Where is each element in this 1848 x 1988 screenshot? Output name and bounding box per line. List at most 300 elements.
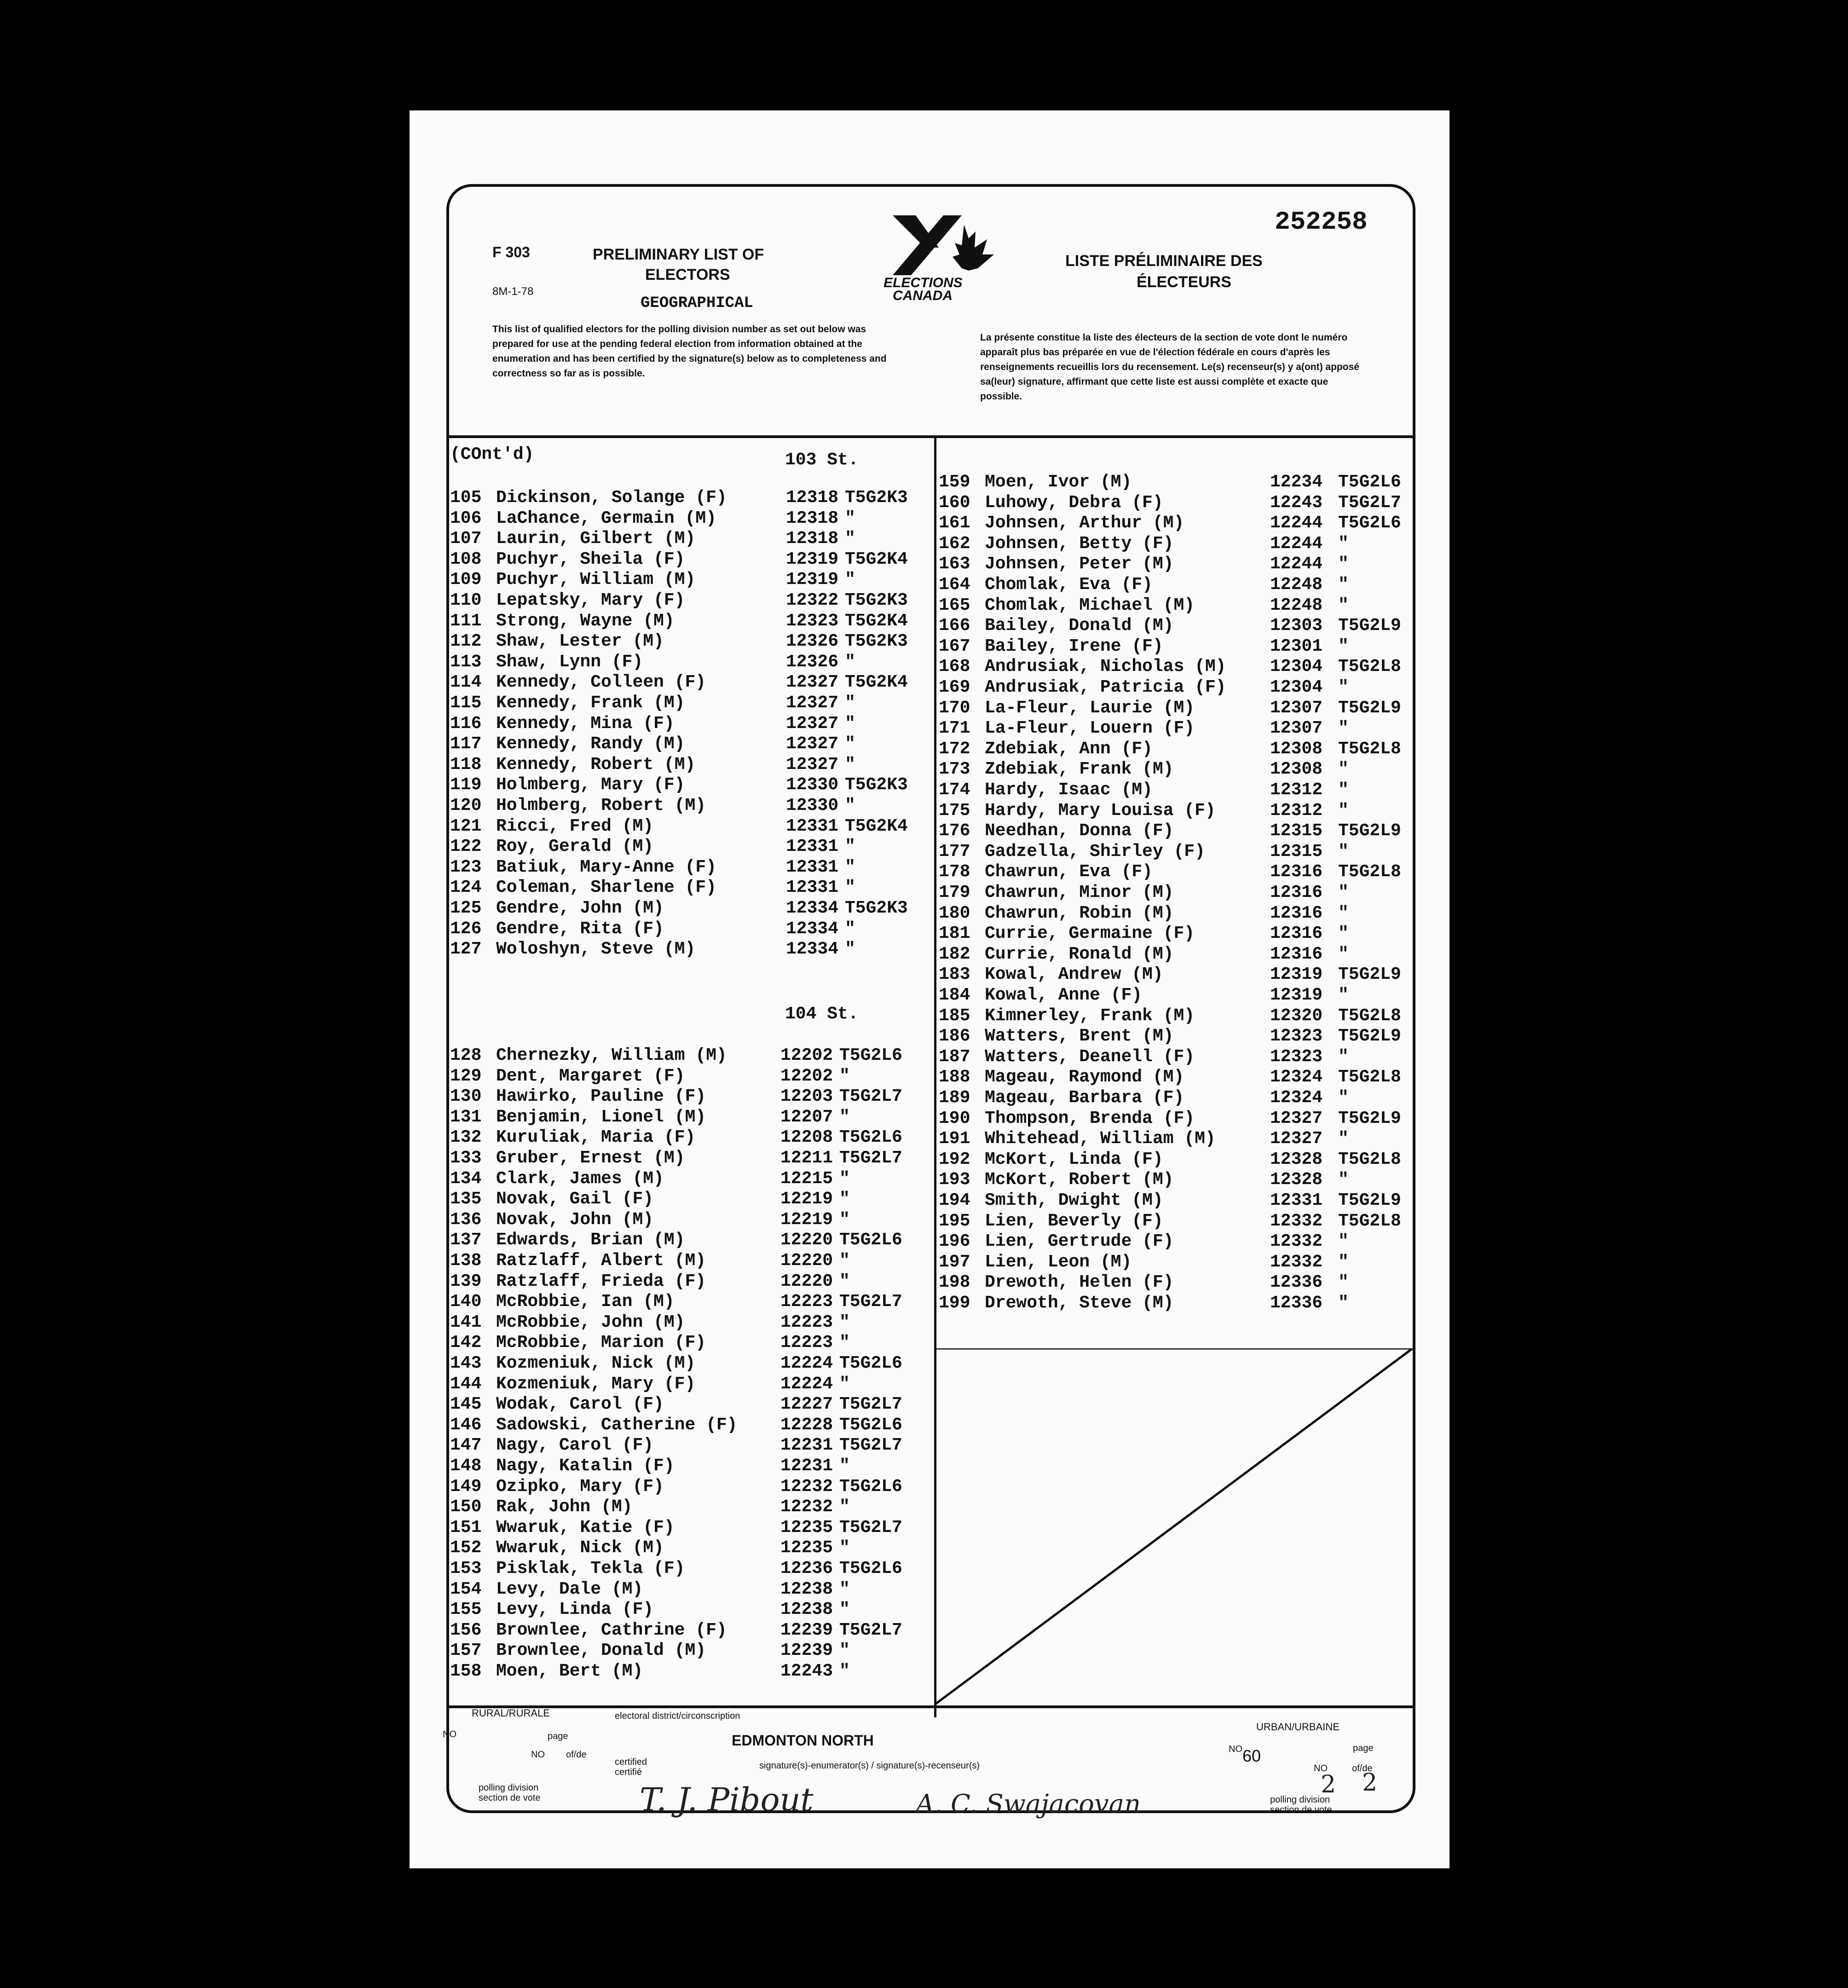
elector-number: 115 [450, 693, 482, 713]
elector-number: 124 [450, 878, 482, 898]
urban-no-label: NO [1229, 1744, 1242, 1754]
elector-name: Pisklak, Tekla (F) [496, 1559, 685, 1578]
elector-postal-code: T5G2K4 [845, 611, 908, 631]
elector-row [450, 755, 929, 775]
elector-name: Clark, James (M) [496, 1168, 664, 1189]
urban-page-label: page [1353, 1743, 1374, 1753]
elector-postal-code: " [1338, 780, 1349, 800]
elector-postal-code: " [1338, 1088, 1349, 1108]
elector-number: 129 [450, 1066, 482, 1086]
elector-address: 12336 [1270, 1293, 1323, 1313]
elector-address: 12207 [780, 1107, 833, 1127]
elector-address: 12330 [786, 775, 839, 795]
elector-number: 170 [939, 698, 970, 718]
elector-address: 12323 [786, 611, 839, 631]
elector-postal-code: " [845, 919, 855, 939]
elector-postal-code: " [845, 878, 855, 898]
elector-number: 105 [450, 488, 482, 508]
elector-row [450, 652, 929, 673]
elector-postal-code: " [839, 1497, 850, 1517]
elector-name: Kozmeniuk, Nick (M) [496, 1353, 696, 1373]
elector-address: 12320 [1270, 1006, 1323, 1026]
elector-row [939, 862, 1417, 883]
elector-number: 116 [450, 713, 482, 734]
rural-label: RURAL/RURALE [472, 1707, 550, 1719]
elector-name: Kimnerley, Frank (M) [985, 1006, 1195, 1026]
elector-address: 12319 [1270, 965, 1323, 985]
elector-row [939, 534, 1417, 555]
rural-polling-label: polling division [479, 1783, 539, 1793]
elector-address: 12331 [786, 837, 839, 857]
signature-label: signature(s)-enumerator(s) / signature(s)-recenseur(s) [759, 1761, 980, 1771]
elector-name: Zdebiak, Ann (F) [985, 739, 1153, 759]
elector-number: 165 [939, 595, 970, 615]
elector-number: 120 [450, 796, 482, 815]
elector-postal-code: " [1338, 1046, 1349, 1067]
elector-row [450, 1518, 929, 1538]
elector-row [450, 1394, 929, 1415]
elector-address: 12322 [786, 590, 839, 610]
elector-postal-code: " [1338, 759, 1349, 780]
elector-row [450, 1579, 929, 1600]
elector-postal-code: " [839, 1600, 850, 1620]
footer-divider [449, 1705, 1413, 1708]
elector-address: 12215 [780, 1168, 833, 1189]
elector-number: 169 [939, 677, 970, 697]
elector-address: 12323 [1270, 1026, 1323, 1046]
elector-address: 12316 [1270, 883, 1323, 902]
elector-row [939, 1293, 1417, 1314]
elector-number: 149 [450, 1476, 482, 1497]
elector-number: 156 [450, 1620, 482, 1640]
elector-postal-code: " [1338, 841, 1349, 861]
elector-postal-code: T5G2L7 [839, 1292, 902, 1312]
elector-address: 12304 [1270, 677, 1323, 697]
elector-number: 110 [450, 590, 482, 610]
urban-of-label: of/de [1352, 1763, 1373, 1774]
elector-postal-code: " [845, 713, 855, 734]
elector-row [939, 636, 1417, 657]
elector-row [450, 1497, 929, 1518]
elector-number: 123 [450, 857, 482, 877]
elector-postal-code: T5G2L7 [1338, 492, 1401, 513]
elector-number: 135 [450, 1189, 482, 1209]
elector-address: 12331 [786, 816, 839, 836]
elector-address: 12326 [786, 631, 839, 652]
elector-name: Chernezky, William (M) [496, 1046, 727, 1065]
elector-name: Novak, John (M) [496, 1209, 654, 1230]
elector-name: Nagy, Carol (F) [496, 1435, 654, 1456]
elector-name: McKort, Linda (F) [985, 1149, 1163, 1169]
elector-postal-code: " [1338, 718, 1349, 739]
elector-name: Lien, Leon (M) [985, 1252, 1132, 1272]
elector-postal-code: " [1338, 554, 1349, 574]
elector-number: 162 [939, 533, 970, 554]
elector-row [450, 1127, 929, 1148]
elector-address: 12318 [786, 508, 839, 528]
elector-name: Laurin, Gilbert (M) [496, 529, 696, 549]
elector-number: 189 [939, 1088, 970, 1108]
street-heading-103: 103 St. [785, 450, 859, 470]
elector-address: 12326 [786, 652, 839, 672]
elector-address: 12219 [780, 1189, 833, 1209]
elector-postal-code: T5G2L7 [839, 1086, 902, 1107]
elector-address: 12220 [780, 1271, 833, 1291]
title-fr-line2: ÉLECTEURS [1137, 273, 1231, 291]
elector-row [939, 1190, 1417, 1211]
elector-number: 159 [939, 472, 970, 492]
elector-row [939, 759, 1417, 780]
elector-row [450, 549, 929, 570]
elector-postal-code: T5G2K4 [845, 816, 908, 836]
elector-postal-code: " [845, 754, 855, 774]
elector-number: 126 [450, 919, 482, 939]
elector-address: 12244 [1270, 533, 1323, 554]
elector-postal-code: " [839, 1189, 850, 1209]
elector-name: Drewoth, Steve (M) [985, 1293, 1174, 1313]
elector-name: La-Fleur, Laurie (M) [985, 698, 1195, 718]
elector-row [450, 631, 929, 652]
elector-row [450, 1620, 929, 1641]
elector-name: Strong, Wayne (M) [496, 611, 675, 631]
elector-row [450, 1312, 929, 1333]
elector-address: 12315 [1270, 841, 1323, 861]
elector-row [450, 1210, 929, 1231]
elector-row [450, 898, 929, 919]
elector-address: 12336 [1270, 1272, 1323, 1293]
elector-name: Johnsen, Peter (M) [985, 554, 1174, 574]
elector-address: 12328 [1270, 1149, 1323, 1169]
elector-name: Chomlak, Michael (M) [985, 595, 1195, 615]
elector-number: 179 [939, 883, 970, 902]
elector-name: Ratzlaff, Albert (M) [496, 1251, 706, 1271]
elector-name: Nagy, Katalin (F) [496, 1456, 675, 1476]
title-en-line2: ELECTORS [645, 266, 730, 283]
rural-no2-label: NO [531, 1750, 545, 1760]
elector-name: Kennedy, Randy (M) [496, 734, 685, 754]
elector-name: McRobbie, Ian (M) [496, 1292, 675, 1312]
elector-name: Thompson, Brenda (F) [985, 1108, 1195, 1128]
elector-row [450, 1641, 929, 1661]
elector-address: 12301 [1270, 636, 1323, 656]
title-fr-line1: LISTE PRÉLIMINAIRE DES [1065, 252, 1263, 270]
elector-number: 177 [939, 841, 970, 861]
elector-name: Roy, Gerald (M) [496, 837, 654, 857]
elector-name: Shaw, Lester (M) [496, 631, 664, 652]
rural-of-label: of/de [566, 1750, 587, 1760]
intro-text-fr: La présente constitue la liste des électeurs de la section de vote dont le numéro apparaît plus bas préparée en vue de l'élection fédérale en cours d'après les renseignements recueillis lors du recensement. Le(s) recenseur(s) y a(ont) apposé sa(leur) signature, affirmant que cette liste est aussi complète et exacte que possible. [980, 332, 1359, 402]
elector-number: 138 [450, 1251, 482, 1271]
elector-address: 12231 [780, 1435, 833, 1456]
elector-address: 12327 [786, 754, 839, 774]
elector-number: 187 [939, 1046, 970, 1067]
district-value: EDMONTON NORTH [732, 1732, 874, 1749]
elector-name: Levy, Linda (F) [496, 1600, 654, 1620]
elector-number: 163 [939, 554, 970, 574]
elector-row [939, 472, 1417, 493]
elector-row [939, 739, 1417, 760]
elector-postal-code: " [1338, 533, 1349, 554]
elector-row [450, 1333, 929, 1353]
urban-label: URBAN/URBAINE [1256, 1721, 1340, 1733]
elector-name: Novak, Gail (F) [496, 1189, 654, 1209]
elector-row [939, 1006, 1417, 1027]
elector-name: Hardy, Isaac (M) [985, 780, 1153, 800]
elector-name: McRobbie, John (M) [496, 1312, 685, 1332]
elector-name: Smith, Dwight (M) [985, 1190, 1163, 1210]
elector-address: 12327 [786, 693, 839, 713]
elector-postal-code: " [845, 570, 855, 590]
elector-row [450, 509, 929, 529]
elector-number: 191 [939, 1129, 970, 1149]
elector-row [939, 493, 1417, 514]
elector-address: 12327 [786, 734, 839, 754]
elector-number: 145 [450, 1394, 482, 1415]
elections-canada-logo [884, 211, 999, 303]
elector-address: 12236 [780, 1559, 833, 1578]
elector-name: Kennedy, Mina (F) [496, 713, 675, 734]
elector-postal-code: " [845, 734, 855, 754]
elector-row [939, 985, 1417, 1006]
elector-postal-code: T5G2K4 [845, 672, 908, 693]
elector-address: 12202 [780, 1046, 833, 1065]
elector-row [939, 801, 1417, 821]
elector-row [450, 1292, 929, 1312]
elector-row [939, 1272, 1417, 1293]
elector-row [939, 677, 1417, 698]
elector-postal-code: " [1338, 924, 1349, 944]
elector-row [450, 1538, 929, 1559]
elector-postal-code: " [839, 1168, 850, 1189]
elector-postal-code: " [1338, 1252, 1349, 1272]
elector-address: 12316 [1270, 903, 1323, 923]
elector-number: 108 [450, 549, 482, 569]
elector-row [450, 1086, 929, 1107]
elector-row [450, 734, 929, 755]
elector-postal-code: T5G2L8 [1338, 1211, 1401, 1231]
elector-name: Kennedy, Colleen (F) [496, 672, 706, 693]
elector-postal-code: T5G2L6 [839, 1046, 902, 1065]
elector-postal-code: " [839, 1251, 850, 1271]
elector-number: 112 [450, 631, 482, 652]
elector-address: 12332 [1270, 1231, 1323, 1252]
elector-postal-code: T5G2L7 [839, 1517, 902, 1537]
elector-number: 107 [450, 529, 482, 549]
elector-postal-code: " [839, 1312, 850, 1332]
elector-address: 12319 [1270, 985, 1323, 1005]
elector-number: 197 [939, 1252, 970, 1272]
elector-number: 190 [939, 1108, 970, 1128]
elector-postal-code: T5G2L9 [1338, 965, 1401, 985]
elector-row [450, 796, 929, 816]
elector-postal-code: " [839, 1538, 850, 1558]
elector-postal-code: T5G2K3 [845, 590, 908, 610]
elector-number: 143 [450, 1353, 482, 1373]
elector-name: Chawrun, Robin (M) [985, 903, 1174, 923]
elector-name: Gadzella, Shirley (F) [985, 841, 1205, 861]
elector-number: 150 [450, 1497, 482, 1517]
elector-postal-code: " [845, 939, 855, 959]
elector-number: 111 [450, 611, 482, 631]
elector-name: Kozmeniuk, Mary (F) [496, 1374, 696, 1394]
elector-name: Holmberg, Robert (M) [496, 796, 706, 815]
elector-name: Mageau, Barbara (F) [985, 1088, 1184, 1108]
elector-name: LaChance, Germain (M) [496, 508, 716, 528]
elector-row [450, 570, 929, 590]
elector-address: 12202 [780, 1066, 833, 1086]
elector-address: 12223 [780, 1333, 833, 1353]
elector-postal-code: T5G2L8 [1338, 657, 1401, 677]
elector-postal-code: T5G2K3 [845, 488, 908, 508]
elector-postal-code: T5G2L9 [1338, 1026, 1401, 1046]
elector-postal-code: " [1338, 1231, 1349, 1252]
elector-row [450, 878, 929, 898]
elector-row [939, 718, 1417, 739]
elector-postal-code: " [1338, 575, 1349, 595]
elector-postal-code: " [1338, 636, 1349, 656]
elector-number: 198 [939, 1272, 970, 1293]
elector-number: 141 [450, 1312, 482, 1332]
elector-row [450, 1559, 929, 1579]
elector-number: 142 [450, 1333, 482, 1353]
elector-number: 154 [450, 1579, 482, 1599]
elector-number: 106 [450, 508, 482, 528]
elector-row [939, 1211, 1417, 1232]
elector-name: Edwards, Brian (M) [496, 1230, 685, 1250]
certified-label: certified [615, 1757, 647, 1767]
elector-number: 175 [939, 800, 970, 821]
elector-number: 188 [939, 1067, 970, 1087]
form-number: F 303 [492, 244, 530, 260]
elector-postal-code: " [845, 857, 855, 877]
elector-address: 12332 [1270, 1211, 1323, 1231]
urban-polling-label: polling division [1270, 1795, 1330, 1805]
elector-name: Lepatsky, Mary (F) [496, 590, 685, 610]
elector-name: Sadowski, Catherine (F) [496, 1415, 738, 1435]
elector-row [939, 575, 1417, 595]
elector-number: 184 [939, 985, 970, 1005]
elector-number: 121 [450, 816, 482, 836]
elector-name: Johnsen, Arthur (M) [985, 513, 1184, 533]
elector-name: Kowal, Andrew (M) [985, 965, 1163, 985]
elector-row [939, 513, 1417, 534]
elector-address: 12307 [1270, 698, 1323, 718]
logo-text-canada: CANADA [893, 288, 953, 303]
elector-row [939, 1109, 1417, 1129]
elector-row [450, 837, 929, 857]
elector-address: 12239 [780, 1620, 833, 1640]
elector-number: 166 [939, 616, 970, 636]
elector-row [450, 1189, 929, 1210]
elector-address: 12224 [780, 1353, 833, 1373]
elector-name: Lien, Beverly (F) [985, 1211, 1163, 1231]
elector-number: 185 [939, 1006, 970, 1026]
elector-row [450, 672, 929, 693]
elector-address: 12231 [780, 1456, 833, 1476]
elector-address: 12318 [786, 488, 839, 508]
elector-postal-code: T5G2L7 [839, 1435, 902, 1456]
elector-name: Gendre, Rita (F) [496, 919, 664, 939]
elector-postal-code: " [1338, 800, 1349, 821]
elector-postal-code: T5G2K3 [845, 631, 908, 652]
elector-number: 133 [450, 1148, 482, 1168]
elector-name: Dent, Margaret (F) [496, 1066, 685, 1086]
elector-number: 147 [450, 1435, 482, 1456]
elector-postal-code: " [845, 652, 855, 672]
elector-name: Ozipko, Mary (F) [496, 1476, 664, 1497]
elector-address: 12248 [1270, 575, 1323, 595]
elector-address: 12315 [1270, 821, 1323, 841]
elector-number: 174 [939, 780, 970, 800]
elector-number: 161 [939, 513, 970, 533]
elector-postal-code: " [839, 1066, 850, 1086]
elector-address: 12223 [780, 1292, 833, 1312]
elector-name: Benjamin, Lionel (M) [496, 1107, 706, 1127]
elector-row [450, 1148, 929, 1169]
elector-address: 12223 [780, 1312, 833, 1332]
elector-address: 12220 [780, 1251, 833, 1271]
elector-name: Chawrun, Minor (M) [985, 883, 1174, 902]
elector-row [939, 1150, 1417, 1170]
elector-number: 182 [939, 944, 970, 964]
elector-name: McKort, Robert (M) [985, 1170, 1174, 1190]
page-number: 2 [1321, 1771, 1336, 1798]
elector-postal-code: T5G2L9 [1338, 616, 1401, 636]
elector-address: 12304 [1270, 657, 1323, 677]
elector-number: 157 [450, 1641, 482, 1661]
elector-row [450, 1477, 929, 1497]
blank-cancel-box [934, 1348, 1415, 1707]
elector-row [450, 816, 929, 837]
elector-row [939, 883, 1417, 903]
elector-number: 183 [939, 965, 970, 985]
elector-address: 12316 [1270, 924, 1323, 944]
elector-address: 12331 [786, 878, 839, 898]
elector-name: Hardy, Mary Louisa (F) [985, 800, 1216, 821]
subtitle-geographical: GEOGRAPHICAL [641, 295, 753, 312]
elector-address: 12227 [780, 1394, 833, 1415]
elector-address: 12312 [1270, 800, 1323, 821]
elector-address: 12211 [780, 1148, 833, 1168]
elector-address: 12208 [780, 1127, 833, 1148]
elector-postal-code: " [1338, 944, 1349, 964]
elector-postal-code: " [839, 1333, 850, 1353]
elector-postal-code: " [845, 693, 855, 713]
rural-page-label: page [548, 1731, 568, 1741]
elector-postal-code: " [839, 1661, 850, 1681]
elector-address: 12332 [1270, 1252, 1323, 1272]
elector-number: 171 [939, 718, 970, 739]
elector-row [939, 1067, 1417, 1088]
elector-name: Woloshyn, Steve (M) [496, 939, 696, 959]
elector-address: 12324 [1270, 1067, 1323, 1087]
elector-number: 193 [939, 1170, 970, 1190]
elector-number: 148 [450, 1456, 482, 1476]
elector-name: Gruber, Ernest (M) [496, 1148, 685, 1168]
elector-row [939, 1129, 1417, 1150]
elector-row [450, 1661, 929, 1682]
elector-address: 12324 [1270, 1088, 1323, 1108]
elector-name: Chawrun, Eva (F) [985, 862, 1153, 882]
elector-postal-code: " [845, 796, 855, 815]
elector-postal-code: T5G2L6 [839, 1127, 902, 1148]
elector-number: 117 [450, 734, 482, 754]
elector-name: Watters, Brent (M) [985, 1026, 1174, 1046]
elector-number: 164 [939, 575, 970, 595]
elector-postal-code: " [1338, 1170, 1349, 1190]
elector-row [939, 903, 1417, 924]
elector-number: 114 [450, 672, 482, 693]
